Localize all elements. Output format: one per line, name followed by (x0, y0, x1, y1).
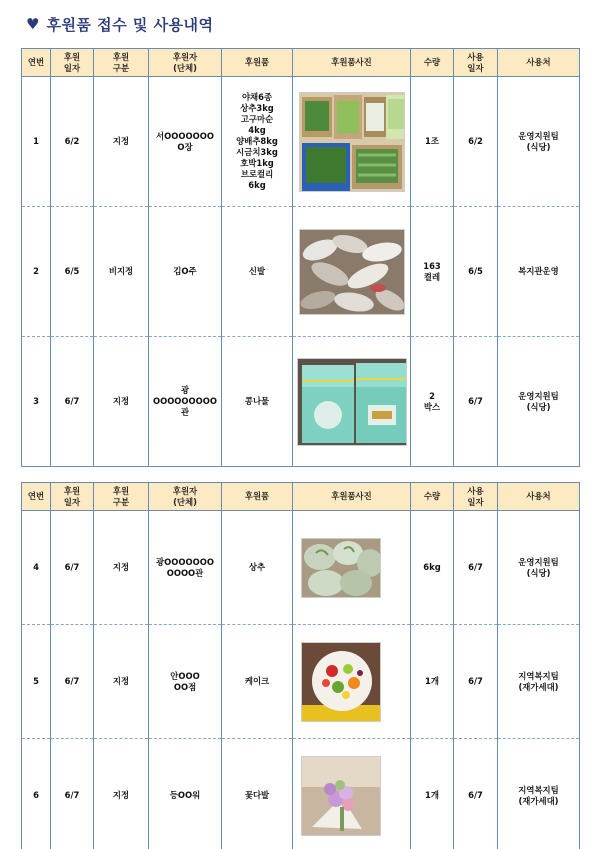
cell-type: 지정 (94, 739, 149, 849)
col-date: 후원 일자 (51, 49, 94, 77)
cell-use-place: 지역복지팀 (재가세대) (498, 625, 580, 739)
flower-bouquet-photo (301, 756, 381, 836)
cell-use-date: 6/7 (454, 625, 498, 739)
cell-use-date: 6/7 (454, 739, 498, 849)
cell-use-date: 6/5 (454, 207, 498, 337)
cell-use-place: 운영지원팀 (식당) (498, 511, 580, 625)
col-qty: 수량 (411, 49, 454, 77)
cell-item: 꽃다발 (222, 739, 293, 849)
cell-use-date: 6/7 (454, 511, 498, 625)
cell-item: 야채6종 상추3kg 고구마순 4kg 양배추8kg 시금치3kg 호박1kg 브로컬리 6kg (222, 77, 293, 207)
col-donor: 후원자 (단체) (149, 49, 222, 77)
cell-qty: 1개 (411, 625, 454, 739)
cell-no: 5 (22, 625, 51, 739)
cell-use-place: 운영지원팀 (식당) (498, 337, 580, 467)
cell-no: 2 (22, 207, 51, 337)
cell-qty: 6kg (411, 511, 454, 625)
col-donor: 후원자 (단체) (149, 483, 222, 511)
cell-type: 지정 (94, 337, 149, 467)
shoes-photo (299, 229, 405, 315)
heart-icon: ♥ (26, 14, 40, 33)
table-row (22, 77, 580, 207)
cell-item: 상추 (222, 511, 293, 625)
col-photo: 후원품사진 (293, 483, 411, 511)
col-item: 후원품 (222, 49, 293, 77)
cell-donor: 광OOOOOOOOO관 (149, 337, 222, 467)
cell-use-date: 6/2 (454, 77, 498, 207)
table-row (22, 337, 580, 467)
col-date: 후원 일자 (51, 483, 94, 511)
col-item: 후원품 (222, 483, 293, 511)
cell-use-place: 운영지원팀 (식당) (498, 77, 580, 207)
col-use-date: 사용 일자 (454, 483, 498, 511)
cell-type: 지정 (94, 625, 149, 739)
col-qty: 수량 (411, 483, 454, 511)
table-row (22, 207, 580, 337)
page-title-text: 후원품 접수 및 사용내역 (46, 15, 214, 34)
page-title (26, 12, 214, 36)
cell-photo (293, 337, 411, 467)
bean-sprout-boxes-photo (297, 358, 407, 446)
cell-date: 6/2 (51, 77, 94, 207)
cell-qty: 163 켤레 (411, 207, 454, 337)
vegetable-boxes-photo (299, 92, 405, 192)
cell-use-place: 복지관운영 (498, 207, 580, 337)
cell-date: 6/7 (51, 511, 94, 625)
cell-photo (293, 625, 411, 739)
cell-item: 신발 (222, 207, 293, 337)
cell-photo (293, 511, 411, 625)
col-use-place: 사용처 (498, 483, 580, 511)
cell-type: 지정 (94, 77, 149, 207)
cell-qty: 2 박스 (411, 337, 454, 467)
cell-use-date: 6/7 (454, 337, 498, 467)
col-use-place: 사용처 (498, 49, 580, 77)
cell-donor: 등OO워 (149, 739, 222, 849)
cell-item: 콩나물 (222, 337, 293, 467)
cell-no: 3 (22, 337, 51, 467)
table-header-row (22, 49, 580, 77)
cell-photo (293, 207, 411, 337)
cell-donor: 안OOO OO점 (149, 625, 222, 739)
col-type: 후원 구분 (94, 483, 149, 511)
cell-date: 6/7 (51, 739, 94, 849)
cell-type: 지정 (94, 511, 149, 625)
cell-photo (293, 77, 411, 207)
cell-date: 6/7 (51, 337, 94, 467)
cell-no: 6 (22, 739, 51, 849)
cell-donor: 서OOOOOOO O장 (149, 77, 222, 207)
cell-qty: 1개 (411, 739, 454, 849)
table-row (22, 739, 580, 849)
donation-table-2 (21, 482, 580, 849)
cell-use-place: 지역복지팀 (재가세대) (498, 739, 580, 849)
cell-photo (293, 739, 411, 849)
col-no: 연번 (22, 49, 51, 77)
lettuce-bags-photo (301, 538, 381, 598)
col-type: 후원 구분 (94, 49, 149, 77)
table-row (22, 511, 580, 625)
cell-date: 6/7 (51, 625, 94, 739)
cell-item: 케이크 (222, 625, 293, 739)
donation-table-1 (21, 48, 580, 467)
table-row (22, 625, 580, 739)
cell-date: 6/5 (51, 207, 94, 337)
table-header-row (22, 483, 580, 511)
cell-no: 4 (22, 511, 51, 625)
col-photo: 후원품사진 (293, 49, 411, 77)
col-no: 연번 (22, 483, 51, 511)
cell-no: 1 (22, 77, 51, 207)
cell-donor: 광OOOOOOO OOOO관 (149, 511, 222, 625)
cell-type: 비지정 (94, 207, 149, 337)
cell-qty: 1조 (411, 77, 454, 207)
col-use-date: 사용 일자 (454, 49, 498, 77)
fruit-cake-photo (301, 642, 381, 722)
cell-donor: 김O주 (149, 207, 222, 337)
